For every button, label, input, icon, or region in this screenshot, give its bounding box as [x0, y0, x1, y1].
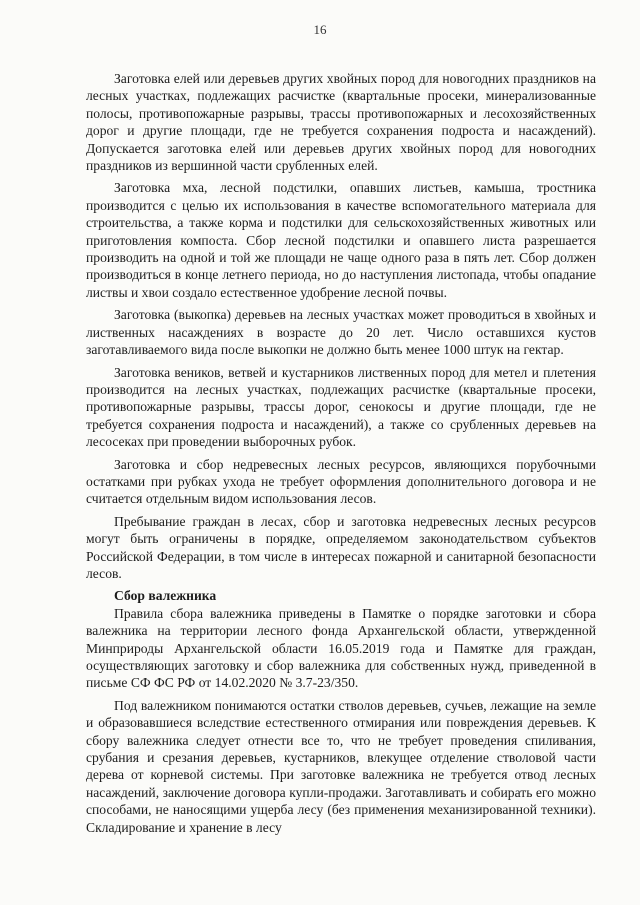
document-body — [86, 70, 596, 841]
paragraph-deadwood-rules: Правила сбора валежника приведены в Памятке о порядке заготовки и сбора валежника на территории лесного фонда Архангельской области, утвержденной Минприроды Архангельской области 16.05.2019 года и Памятке для граждан, осуществляющих заготовку и сбор валежника для собственных нужд, приведенной в письме СФ ФС РФ от 14.02.2020 № 3.7-23/350. — [86, 605, 596, 691]
section-heading-deadwood: Сбор валежника — [114, 588, 217, 604]
paragraph-deadwood-definition: Под валежником понимаются остатки стволов деревьев, сучьев, лежащие на земле и образовавшиеся вследствие естественного отмирания или повреждения деревьев. К сбору валежника следует отнести все то, что не требует проведения спиливания, срубания и срезания деревьев, кустарников, влекущее отделение стволовой части дерева от корневой системы. При заготовке валежника не требуется отвод лесных насаждений, заключение договора купли-продажи. Заготавливать и собирать его можно способами, не наносящими ущерба лесу (без применения механизированной техники). Складирование и хранение в лесу — [86, 697, 596, 835]
paragraph-spruce-harvest: Заготовка елей или деревьев других хвойных пород для новогодних праздников на лесных участках, подлежащих расчистке (квартальные просеки, минерализованные полосы, противопожарные разрывы, трассы противопожарных и лесохозяйственных дорог и другие площади, где не требуется сохранения подроста и насаждений). Допускается заготовка елей или деревьев других хвойных пород для новогодних праздников из вершинной части срубленных елей. — [86, 71, 596, 174]
paragraph-logging-residues: Заготовка и сбор недревесных лесных ресурсов, являющихся порубочными остатками при рубках ухода не требует оформления дополнительного договора и не считается отдельным видом использования лесов. — [86, 456, 596, 507]
paragraph-tree-digging: Заготовка (выкопка) деревьев на лесных участках может проводиться в хвойных и лиственных насаждениях в возрасте до 20 лет. Число оставшихся кустов заготавливаемого вида после выкопки не должно быть менее 1000 штук на гектар. — [86, 307, 596, 358]
paragraph-access-restrictions: Пребывание граждан в лесах, сбор и заготовка недревесных лесных ресурсов могут быть ограничены в порядке, определяемом законодательством субъектов Российской Федерации, в том числе в интересах пожарной и санитарной безопасности лесов. — [86, 513, 596, 581]
page-number: 16 — [313, 22, 327, 37]
paragraph-moss-litter: Заготовка мха, лесной подстилки, опавших листьев, камыша, тростника производится с целью их использования в качестве вспомогательного материала для строительства, а также корма и подстилки для сельскохозяйственных животных или приготовления компоста. Сбор лесной подстилки и опавшего листа разрешается производить на одной и той же площади не чаще одного раза в пять лет. Сбор должен производиться в конце летнего периода, но до наступления листопада, чтобы опадание листвы и хвои создало естественное удобрение лесной почвы. — [86, 180, 596, 300]
paragraph-brooms-branches: Заготовка веников, ветвей и кустарников лиственных пород для метел и плетения производится на лесных участках, подлежащих расчистке (квартальные просеки, противопожарные разрывы, трассы дорог, сенокосы и другие площади, где не требуется сохранения подроста и насаждений), а также со срубленных деревьев на лесосеках при проведении выборочных рубок. — [86, 364, 596, 450]
